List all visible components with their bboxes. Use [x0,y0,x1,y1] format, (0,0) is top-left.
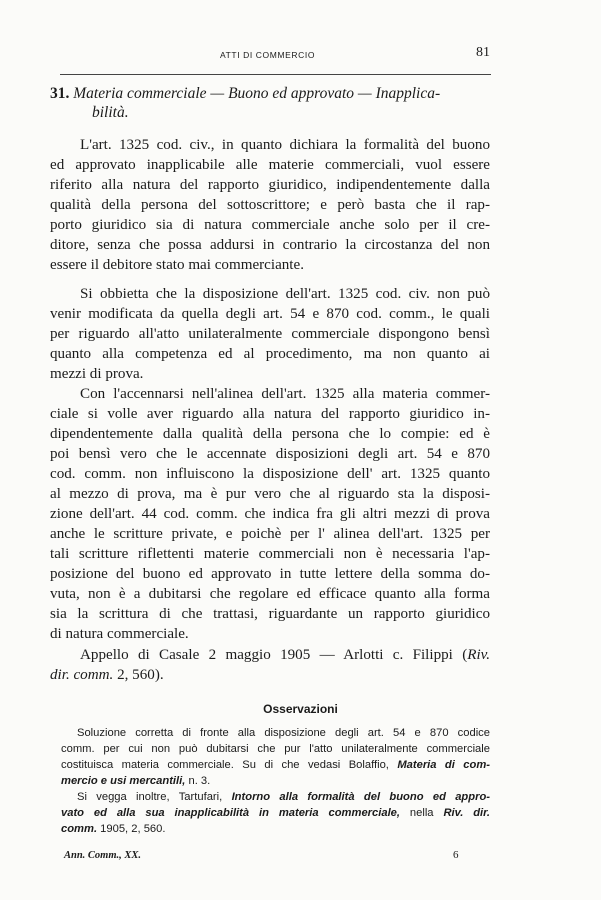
obs-text: costituisca materia commerciale. Su di che vedasi Bolaffio, [61,759,389,771]
body-line: posizione del buono ed approvato in tutte lettere della somma do- [50,566,490,582]
obs-text: 1905, 2, 560. [97,823,166,835]
citation-line2 [50,666,164,684]
obs-ref-title: vato ed alla sua inapplicabilità in materia commerciale, [61,807,401,819]
body-line: per riguardo all'atto unilateralmente commerciale dispongono bensì [50,326,490,342]
running-title: ATTI DI COMMERCIO [220,50,316,60]
citation-journal: Riv. [467,647,490,663]
body-line: Con l'accennarsi nell'alinea dell'art. 1325 alla materia commer- [80,386,490,402]
body-line: di natura commerciale. [50,626,189,642]
body-line: quanto alla competenza ed al procedimento, ma non quanto ai [50,346,490,362]
obs-line [61,806,490,820]
obs-line: Soluzione corretta di fronte alla disposizione degli art. 54 e 870 codice [77,727,490,739]
obs-ref-title: Intorno alla formalità del buono ed appro- [231,791,491,803]
obs-line [61,758,490,772]
citation-journal-cont: dir. comm. [50,667,114,683]
obs-line: comm. per cui non può dubitarsi che pur l'atto unilateralmente commerciale [61,743,490,755]
body-line: sia la scrittura di che trattasi, riguardante un rapporto giuridico [50,606,490,622]
body-line: anche le scritture private, e poichè per l' alinea dell'art. 1325 per [50,526,490,542]
obs-ref-journal: comm. [61,823,98,835]
body-line: cod. comm. non influiscono la disposizione dell' art. 1325 quanto [50,466,490,482]
body-line: riferito alla natura del rapporto giuridico, indipendentemente dalla [50,177,490,193]
obs-ref-title: mercio e usi mercantili, [61,775,186,787]
body-line: mezzi di prova. [50,366,144,382]
obs-ref-title: Materia di com- [397,759,491,771]
body-line: zione dell'art. 44 cod. comm. che indica fra gli altri mezzi di prova [50,506,490,522]
body-line: qualità della persona del sottoscrittore; e però basta che il rap- [50,197,490,213]
obs-text: n. 3. [185,775,211,787]
body-line: ciale si volle aver riguardo alla natura del rapporto giuridico in- [50,406,490,422]
body-line: dipendentemente dalla qualità della persona che lo compie: ed è [50,426,490,442]
header-rule [60,74,491,75]
body-line: vuta, non è a dubitarsi che regolare ed efficace quanto alla forma [50,586,490,602]
case-title-line1: Materia commerciale — Buono ed approvato — Inapplica- [73,85,441,102]
case-number: 31. [50,85,70,102]
obs-line [61,774,490,788]
observations-heading: Osservazioni [263,702,338,716]
case-title [50,84,490,103]
citation-line1 [80,646,490,664]
signature-mark: Ann. Comm., XX. [64,850,142,861]
body-line: Si obbietta che la disposizione dell'art. 1325 cod. civ. non può [80,286,490,302]
obs-line [61,822,490,836]
body-line: L'art. 1325 cod. civ., in quanto dichiara la formalità del buono [80,137,490,153]
case-title-line2: bilità. [92,104,129,121]
body-line: porto giuridico sia di natura commerciale anche solo per il cre- [50,217,490,233]
obs-text: Si vegga inoltre, Tartufari, [77,791,223,803]
obs-line [77,790,490,804]
body-line: ed approvato inapplicabile alle materie commerciali, vuol essere [50,157,490,173]
body-line: poi bensì vero che le accennate disposizioni degli art. 54 e 870 [50,446,490,462]
body-line: venir modificata da quella degli art. 54 e 870 cod. comm., le quali [50,306,490,322]
obs-ref-journal: Riv. dir. [443,807,491,819]
body-line: al mezzo di prova, ma è pur vero che al riguardo sta la disposi- [50,486,490,502]
body-line: tali scritture riflettenti materie commerciali non è necessaria l'ap- [50,546,490,562]
citation-text: Appello di Casale 2 maggio 1905 — Arlotti c. Filippi ( [80,647,468,663]
body-line: essere il debitore stato mai commerciante. [50,257,304,273]
sheet-number: 6 [453,849,459,861]
obs-text: nella [400,807,434,819]
body-line: ditore, senza che possa addursi in contrario la circostanza del non [50,237,490,253]
citation-ref: 2, 560). [113,667,164,683]
page-number: 81 [476,45,490,60]
